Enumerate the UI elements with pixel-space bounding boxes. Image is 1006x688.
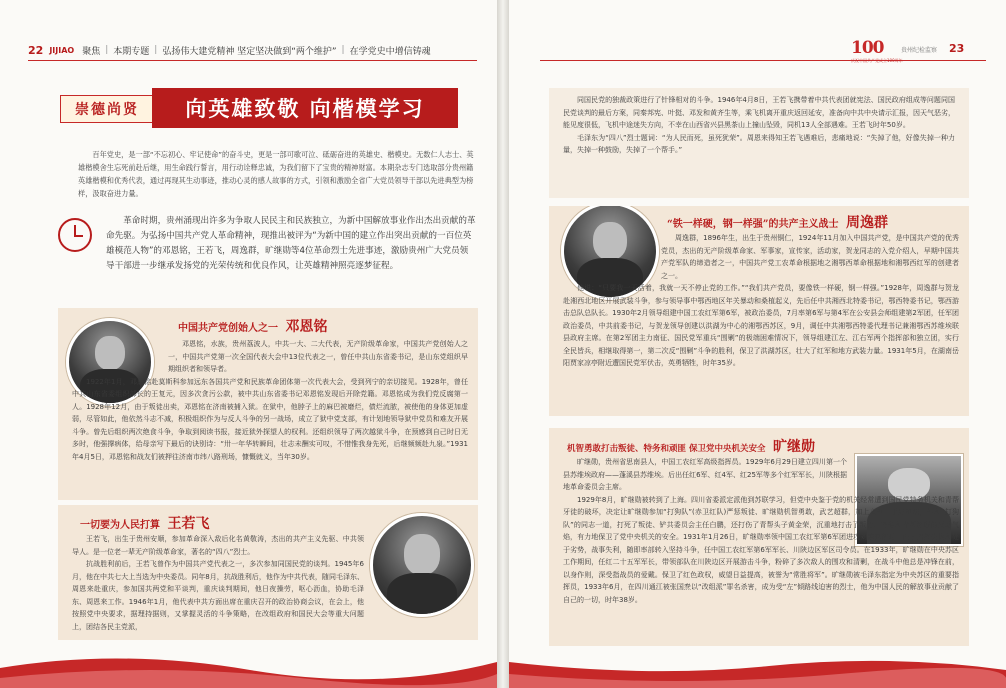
decorative-wave <box>509 648 1006 688</box>
card-title-text: 一切要为人民打算 <box>80 520 160 531</box>
card-person-name: 邓恩铭 <box>285 319 328 335</box>
card-title <box>178 316 327 336</box>
profile-card-zhou <box>549 206 969 416</box>
continued-paragraph: 毛泽东为“四八”烈士题词：“为人民而死，虽死犹荣”。周恩来得知王若飞遇难后，悲痛地说：“失掉了他，好像失掉一种力量，失掉一种鼓励，失掉了一个帮手。” <box>563 133 955 154</box>
section-tag: 崇德尚贤 <box>60 95 154 123</box>
card-body <box>72 533 364 633</box>
right-header-rule <box>540 60 986 61</box>
left-header: 22 JIJIAO 聚焦 | 本期专题 | 弘扬伟大建党精神 坚定坚决做到“两个维护” | 在学党史中增信铸魂 <box>28 43 431 57</box>
logo-number: 100 <box>851 38 884 58</box>
card-title <box>667 212 888 232</box>
profile-card-kuang <box>549 428 969 646</box>
card-title-text: 中国共产党创始人之一 <box>178 323 278 334</box>
right-page-number: 23 <box>949 42 965 55</box>
page-gutter <box>497 0 509 688</box>
card-body <box>72 338 468 463</box>
portrait-image <box>370 513 474 617</box>
card-person-name: 旷继勋 <box>772 439 815 455</box>
left-page <box>0 0 497 688</box>
profile-card-wang <box>58 505 478 640</box>
card-paragraph: 旷继勋，贵州省思南县人，中国工农红军高级指挥员。1929年6月29日建立四川第一个县苏维埃政府——蓬溪县苏维埃。后出任红6军、红4军、红25军等多个红军军长，川陕根据地革命委员会主席。 <box>563 458 847 491</box>
decorative-wave <box>0 648 497 688</box>
profile-card-deng <box>58 308 478 500</box>
header-item-1: 本期专题 <box>113 46 150 57</box>
header-item-3: 在学党史中增信铸魂 <box>349 46 431 57</box>
right-header-text: 贵州纪检监察 <box>901 47 938 54</box>
card-title-text: 机智勇敢打击叛徒、特务和顽匪 保卫党中央机关安全 <box>567 444 766 454</box>
card-paragraph: 邓恩铭，水族，贵州荔波人，中共一大、二大代表，无产阶级革命家，中国共产党创始人之一，中国共产党第一次全国代表大会中13位代表之一，曾任中共山东省委书记，是山东党组织早期组织者和领导者。 <box>168 340 468 373</box>
header-rule <box>28 60 477 61</box>
continued-text-box <box>549 88 969 198</box>
intro-paragraph: 百年党史，是一部“不忘初心、牢记使命”的奋斗史，更是一部可歌可泣、砥砺奋进的英雄史、楷模史。无数仁人志士、英雄楷模舍生忘死前赴后继，用生命践行誓言，用行动诠释忠诚，为我们留下了宝贵的精神财富。本期杂志专门选取部分贵州籍英雄楷模和优秀代表，通过再现其生动事迹，推动心灵的感人故事的方式，引领和激励全省广大党员领导干部以先进典型为榜样，汲取奋进力量。 <box>78 150 474 198</box>
continued-paragraph: 同国民党的独裁政策进行了针锋相对的斗争。1946年4月8日，王若飞携带着中共代表团就宪法、国民政府组成等问题同国民党谈判的最后方案，同秦邦宪、叶挺、邓发和黄齐生等，乘飞机离开重庆返回延安，准备向中共中央请示汇报，因天气恶劣，能见度很低，飞机中途迷失方向，不幸在山西省兴县黑茶山上撞山坠毁，同机13人全部遇难。王若飞时年50岁。 <box>563 96 955 129</box>
card-paragraph: 周逸群，1896年生，出生于贵州铜仁，1924年11月加入中国共产党，是中国共产党的优秀党员，杰出的无产阶级革命家、军事家，宣传家，活动家，贺龙同志的入党介绍人，早期中国共产党军队的缔造者之一，中国共产党工农革命根据地之湘鄂西革命根据地和湘鄂西红军的创建者之一。 <box>661 234 959 280</box>
card-paragraph: 1922年1月，邓恩铭赴莫斯科参加远东各国共产党和民族革命团体第一次代表大会，受到列宁的亲切接见。1928年，曾任中共山东省委组织部长的王复元，因多次贪污公款，被中共山东省委书记邓恩铭发现后开除党籍。邓恩铭成为我们党反腐第一人。1928年12月，由于叛徒出卖，邓恩铭在济南被捕入狱。在狱中，他脖子上的麻巴被磨烂，债烂流脓，被使他的身体更加虚弱，尽管如此，他依然斗志不减，积极组织作为与反人斗争的另一战场，成立了狱中党支部，有计划地领导狱中党员和难友开展斗争。曾先后组织两次绝食斗争，争取到阅读书报，接近狱外探望人的权利。还组织领导了两次越狱斗争，在预感到自己时日无多时，他强撑病体，给母亲写下最后的诀别诗：“卅一年华转瞬间，壮志未酬实可叹，不惜惟我身先死，后继频频赴九泉。”1931年4月5日，邓恩铭和战友们被押往济南市纬八路刑场，慷慨就义，当年30岁。 <box>72 377 468 461</box>
banner-title: 向英雄致敬 向楷模学习 <box>152 88 458 128</box>
continued-text <box>563 94 955 157</box>
card-person-name: 周逸群 <box>846 215 888 231</box>
card-paragraph: 1929年8月，旷继勋被转到了上海。四川省委派定派他到苏联学习，但党中央鉴于党的机关经常遭到国民党特务机关和青帮牙徒的破坏，决定让旷继勋参加“打狗队”(赤卫红队)严惩叛徒、旷继勋机智勇敢，武艺超群，加上义有一手好枪法，他和“打狗队”的同志一道，打死了叛徒、铲共委员会主任白鹏，还打伤了青帮头子黄金荣，沉重地打击了叛徒、特务和青帮流氓的反动气焰，有力地保卫了党中央机关的安全。1931年1月26日，旷继勋率领中国工农红军第6军团进攻刘德亮部时，由于指挥失误和处于劣势，战事失利，随即率部转入坚持斗争，任中国工农红军第6军军长、川陕边区军区司令员。在1933年，旷继勋在中央苏区工作期间，任红二十五军军长，带领部队在川陕边区开展游击斗争，粉碎了多次敌人的围攻和清剿，在战斗中他总是冲锋在前，以身作则，深受指战员的爱戴。保卫了红色政权，威望日益提高，被誉为“常胜将军”。旷继勋被毛泽东指定为中央苏区的重要指挥员，1933年6月，在四川通江被张国焘以“改组派”罪名杀害，成为受“左”倾路线迫害的烈士，他为中国人民的解放事业贡献了自己的一切，时年38岁。 <box>563 495 959 604</box>
card-body <box>563 456 959 642</box>
centenary-logo <box>851 38 903 63</box>
card-paragraph: 他说：“只要我一天活着，我就一天不停止党的工作。”“我们共产党员，要像铁一样硬，钢一样强。”1928年，周逸群与贺龙赴湘西北地区开展武装斗争，参与领导事中鄂西地区年关暴动和桑植起义，先后任中共湘西北特委书记，鄂西特委书记，鄂西游击总队总队长。1930年2月领导组建中国工农红军第6军，被政治委员，7月率第6军与第4军在公安县会师组建第2军团，任军团政治委员，中共前委书记，与贺龙领导创建以洪湖为中心的湘鄂西苏区，9月，调任中共湘鄂西特委代理书记兼湘鄂西苏维埃联县政府主席。在第2军团主力南征、国民党军重兵“围剿”的极端困难情况下，领导组建江左、江右军两个指挥部和独立团，实行全民皆兵，相继取得第一，第二次反“围剿”斗争的胜利，保卫了洪湖苏区，壮大了红军和地方武装力量。1931年5月，在湖南岳阳贾家凉亭附近遭国民党军伏击，英勇牺牲，时年35岁。 <box>563 284 959 367</box>
clock-icon <box>58 218 92 252</box>
card-paragraph: 抗战胜利前后，王若飞曾作为中国共产党代表之一，多次参加同国民党的谈判。1945年6月，他在中共七大上当选为中央委员。同年8月，抗战胜利后，他作为中共代表，随同毛泽东、周恩来赴重庆，参加国共两党和平谈判，重庆谈判期间，他日夜操劳，呕心沥血，协助毛泽东、周恩来工作。1946年1月，他代表中共方面出席在重庆召开的政治协商会议，在会上，他按照党中央要求，据理持据则，又掌握灵活的斗争策略，在改组政府和国民大会等重大问题上，团结各民主党派， <box>72 560 364 631</box>
logo-caption: 庆祝中国共产党成立100周年 <box>851 58 903 63</box>
card-title-text: “铁一样硬，钢一样强”的共产主义战士 <box>667 219 839 230</box>
brand-name: JIJIAO <box>49 45 75 55</box>
card-paragraph: 王若飞，出生于贵州安顺，参加革命深入敌后化名黄敬涛，杰出的共产主义先驱、中共领导人。是一位老一辈无产阶级革命家，著名的“四八”烈士。 <box>72 535 364 556</box>
card-title <box>567 436 815 456</box>
card-title <box>80 513 209 533</box>
lead-paragraph: 革命时期，贵州涌现出许多为争取人民民主和民族独立，为新中国解放事业作出杰出贡献的革命先驱。为弘扬中国共产党人革命精神，现推出被评为“为新中国的建立作出突出贡献的一百位英雄模范人物”的邓恩铭，王若飞，周逸群，旷继勋等4位革命烈士先进事迹，激励贵州广大党员领导干部进一步继承发扬党的光荣传统和优良作风，让英雄精神照亮逐梦征程。 <box>106 216 476 271</box>
header-item-0: 聚焦 <box>82 46 101 57</box>
card-body <box>563 232 959 370</box>
card-person-name: 王若飞 <box>167 516 210 532</box>
header-item-2: 弘扬伟大建党精神 坚定坚决做到“两个维护” <box>162 46 337 57</box>
left-page-number: 22 <box>28 43 44 57</box>
